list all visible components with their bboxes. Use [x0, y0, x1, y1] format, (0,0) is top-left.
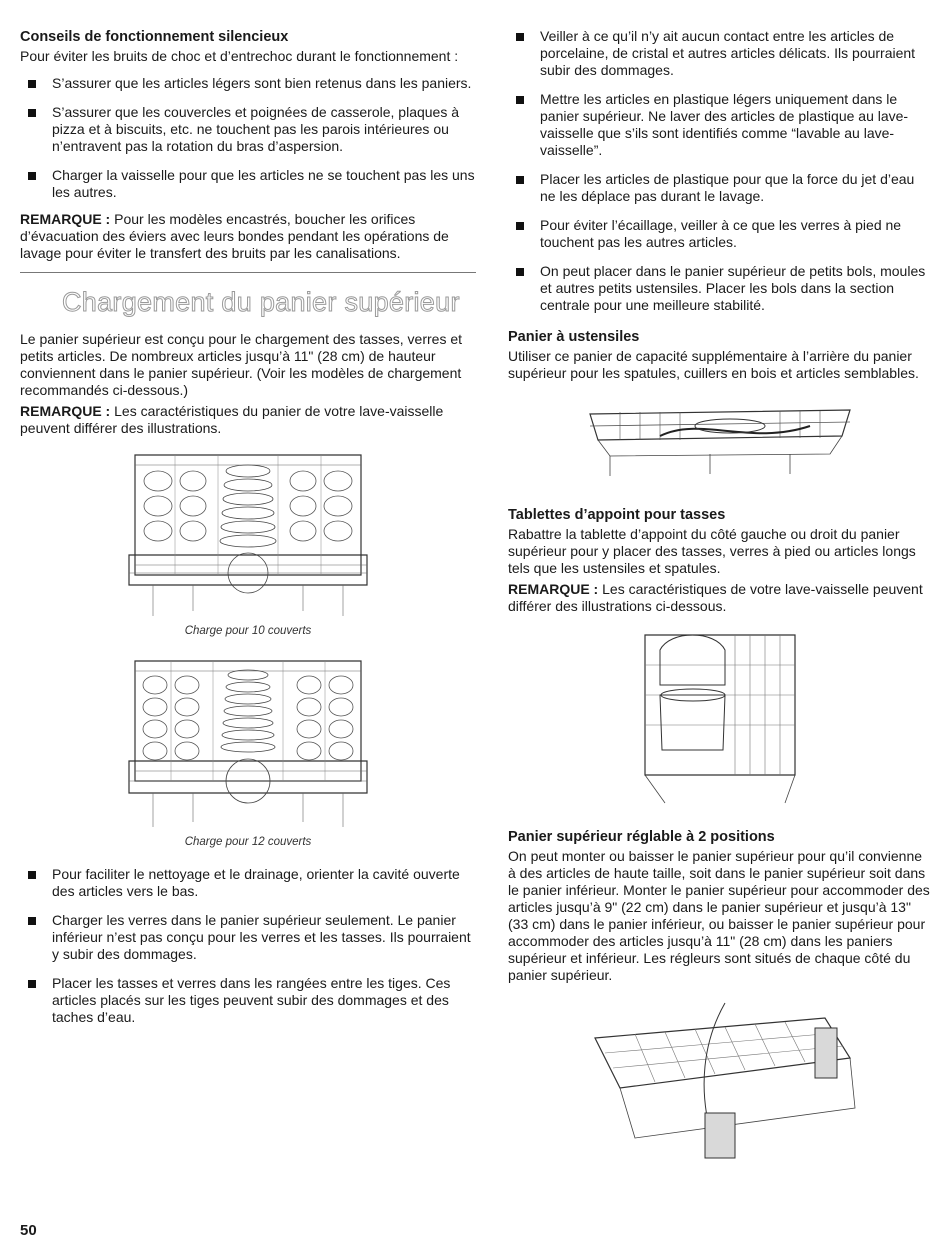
- list-item: S’assurer que les articles légers sont bien retenus dans les paniers.: [20, 75, 476, 92]
- quiet-operation-note: [20, 211, 476, 262]
- bullet-square-icon: [516, 222, 524, 230]
- quiet-operation-list: [20, 75, 476, 201]
- figure-caption: Charge pour 12 couverts: [184, 836, 312, 848]
- list-item: Placer les tasses et verres dans les rangées entre les tiges. Ces articles placés sur les tiges peuvent subir des dommages et des taches d’eau.: [20, 975, 476, 1026]
- cup-shelf-illustration: [635, 625, 805, 810]
- cup-shelf-heading: Tablettes d’appoint pour tasses: [508, 507, 726, 523]
- bullet-square-icon: [516, 96, 524, 104]
- bullet-square-icon: [516, 268, 524, 276]
- bullet-square-icon: [28, 80, 36, 88]
- bullet-square-icon: [28, 917, 36, 925]
- page-number: 50: [20, 1222, 37, 1239]
- list-item: Charger les verres dans le panier supérieur seulement. Le panier inférieur n’est pas conçu pour les verres et les tasses. Ils pourraient y subir des dommages.: [20, 912, 476, 963]
- rack-12-place-illustration: [123, 657, 373, 832]
- note-label: REMARQUE :: [20, 211, 111, 227]
- upper-rack-note: [20, 403, 476, 437]
- section-title: Chargement du panier supérieur: [62, 287, 460, 317]
- list-item: Pour faciliter le nettoyage et le drainage, orienter la cavité ouverte des articles vers le bas.: [20, 866, 476, 900]
- figure-caption: Charge pour 10 couverts: [184, 625, 312, 637]
- bullet-square-icon: [28, 172, 36, 180]
- upper-rack-list: [20, 866, 476, 1026]
- adjustable-rack-heading: Panier supérieur réglable à 2 positions: [508, 829, 775, 845]
- rack-10-place-illustration: [123, 451, 373, 621]
- note-text: Les caractéristiques de votre lave-vaisselle peuvent différer des illustrations ci-dessous.: [508, 581, 923, 614]
- utensil-basket-illustration: [580, 396, 860, 486]
- bullet-square-icon: [516, 33, 524, 41]
- note-label: REMARQUE :: [508, 581, 599, 597]
- note-text: Les caractéristiques du panier de votre lave-vaisselle peuvent différer des illustrations.: [20, 403, 444, 436]
- section-divider: [20, 272, 476, 273]
- cup-shelf-note: [508, 581, 932, 615]
- bullet-square-icon: [28, 871, 36, 879]
- quiet-operation-heading: Conseils de fonctionnement silencieux: [20, 29, 289, 45]
- note-text: Pour les modèles encastrés, boucher les orifices d’évacuation des éviers avec leurs bondes pendant les opérations de lavage pour éviter le transfert des bruits par les canalisations.: [20, 211, 449, 261]
- utensil-basket-text: Utiliser ce panier de capacité supplémentaire à l’arrière du panier supérieur pour les spatules, cuillers en bois et articles semblables.: [508, 348, 919, 381]
- note-label: REMARQUE :: [20, 403, 111, 419]
- cup-shelf-text: Rabattre la tablette d’appoint du côté gauche ou droit du panier supérieur pour y placer des tasses, verres à pied ou articles longs tels que les ustensiles et spatules.: [508, 526, 916, 576]
- left-column: [20, 28, 476, 1038]
- upper-rack-intro: Le panier supérieur est conçu pour le chargement des tasses, verres et petits articles. De nombreux articles jusqu’à 11" (28 cm) de hauteur conviennent dans le panier supérieur. (Voir les modèles de chargement recommandés ci-dessous.): [20, 331, 463, 398]
- list-item: Charger la vaisselle pour que les articles ne se touchent pas les uns les autres.: [20, 167, 476, 201]
- list-item: On peut placer dans le panier supérieur de petits bols, moules et autres petits ustensiles. Placer les bols dans la section centrale pour une meilleure stabilité.: [508, 263, 932, 314]
- list-item: Pour éviter l’écaillage, veiller à ce que les verres à pied ne touchent pas les autres articles.: [508, 217, 932, 251]
- list-item: Mettre les articles en plastique légers uniquement dans le panier supérieur. Ne laver des articles de plastique au lave-vaisselle que s’ils sont identifiés comme “lavable au lave-vaisselle”.: [508, 91, 932, 159]
- bullet-square-icon: [28, 109, 36, 117]
- bullet-square-icon: [516, 176, 524, 184]
- adjustable-rack-illustration: [575, 998, 865, 1168]
- upper-rack-list-continued: [508, 28, 932, 314]
- utensil-basket-heading: Panier à ustensiles: [508, 329, 640, 345]
- list-item: Placer les articles de plastique pour que la force du jet d’eau ne les déplace pas durant le lavage.: [508, 171, 932, 205]
- adjustable-rack-text: On peut monter ou baisser le panier supérieur pour qu’il convienne à des articles de haute taille, soit dans le panier supérieur soit dans le panier inférieur. Monter le panier supérieur pour accommoder des articles jusqu’à 9" (22 cm) dans le panier supérieur et jusqu’à 13" (33 cm) dans le panier inférieur, ou baisser le panier supérieur pour accommoder des articles jusqu’à 11" (28 cm) dans les paniers supérieur et inférieur. Les régleurs sont situés de chaque côté du panier supérieur.: [508, 848, 930, 983]
- list-item: S’assurer que les couvercles et poignées de casserole, plaques à pizza et à biscuits, etc. ne touchent pas les parois intérieures ou n’entravent pas la rotation du bras d’aspersion.: [20, 104, 476, 155]
- quiet-operation-intro: Pour éviter les bruits de choc et d’entrechoc durant le fonctionnement :: [20, 48, 459, 64]
- list-item: Veiller à ce qu’il n’y ait aucun contact entre les articles de porcelaine, de cristal et autres articles délicats. Ils pourraient subir des dommages.: [508, 28, 932, 79]
- right-column: [508, 28, 932, 1168]
- bullet-square-icon: [28, 980, 36, 988]
